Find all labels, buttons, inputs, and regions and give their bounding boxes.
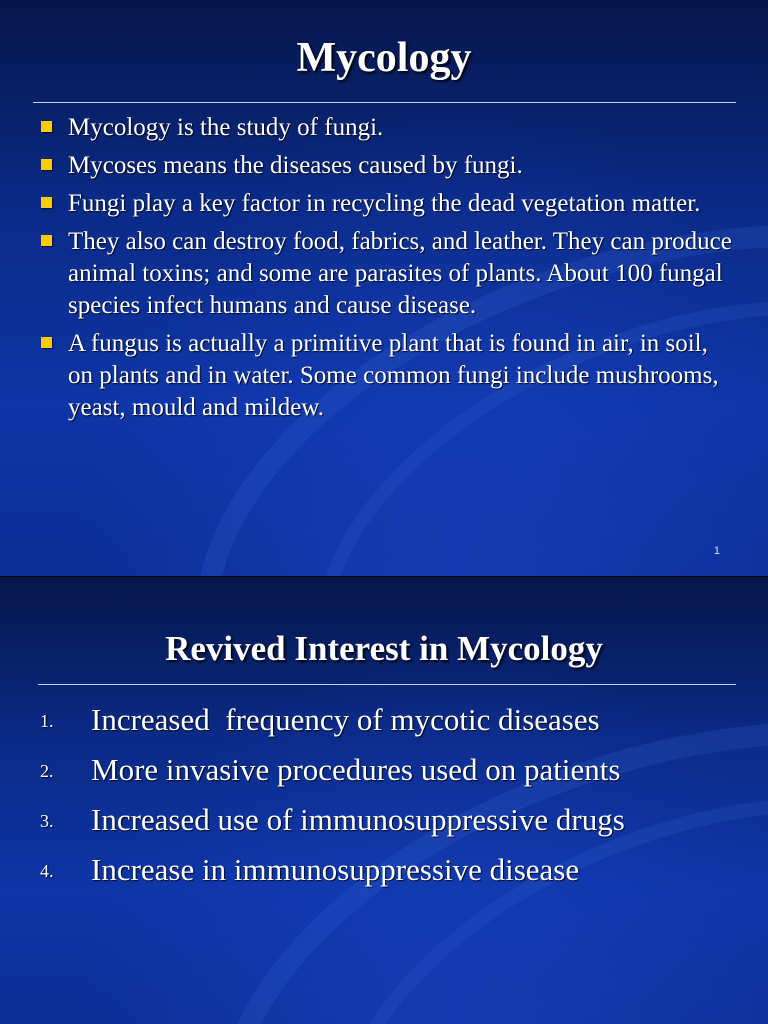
item-text: More invasive procedures used on patients <box>91 752 621 787</box>
square-bullet-icon <box>41 121 52 132</box>
bullet-text: They also can destroy food, fabrics, and leather. They can produce animal toxins; and some are parasites of plants. About 100 fungal species infect humans and cause disease. <box>68 228 732 319</box>
square-bullet-icon <box>41 159 52 170</box>
numbered-item <box>40 695 740 745</box>
numbered-item <box>40 845 740 895</box>
item-text: Increased use of immunosuppressive drugs <box>91 802 625 837</box>
bullet-list <box>38 112 738 430</box>
item-text: Increase in immunosuppressive disease <box>91 852 580 887</box>
title-divider <box>38 684 736 685</box>
bullet-item <box>38 188 738 220</box>
slide-title: Mycology <box>296 35 472 81</box>
slide-title: Revived Interest in Mycology <box>165 629 603 668</box>
item-text: Increased frequency of mycotic diseases <box>91 702 600 737</box>
bullet-text: A fungus is actually a primitive plant that is found in air, in soil, on plants and in water. Some common fungi include mushrooms, yeast, mould and mildew. <box>68 330 719 421</box>
numbered-list <box>40 695 740 895</box>
bullet-text: Fungi play a key factor in recycling the dead vegetation matter. <box>68 190 701 217</box>
bullet-item <box>38 150 738 182</box>
bullet-item <box>38 328 738 424</box>
square-bullet-icon <box>41 235 52 246</box>
bullet-text: Mycoses means the diseases caused by fungi. <box>68 152 523 179</box>
square-bullet-icon <box>41 337 52 348</box>
bullet-item <box>38 112 738 144</box>
item-number: 3. <box>40 811 54 831</box>
item-number: 2. <box>40 761 54 781</box>
bullet-text: Mycology is the study of fungi. <box>68 114 384 141</box>
title-divider <box>33 102 736 103</box>
item-number: 1. <box>40 711 54 731</box>
slide-revived-interest <box>0 577 768 1024</box>
numbered-item <box>40 745 740 795</box>
page-number: 1 <box>713 545 720 557</box>
numbered-item <box>40 795 740 845</box>
item-number: 4. <box>40 861 54 881</box>
bullet-item <box>38 226 738 322</box>
square-bullet-icon <box>41 197 52 208</box>
